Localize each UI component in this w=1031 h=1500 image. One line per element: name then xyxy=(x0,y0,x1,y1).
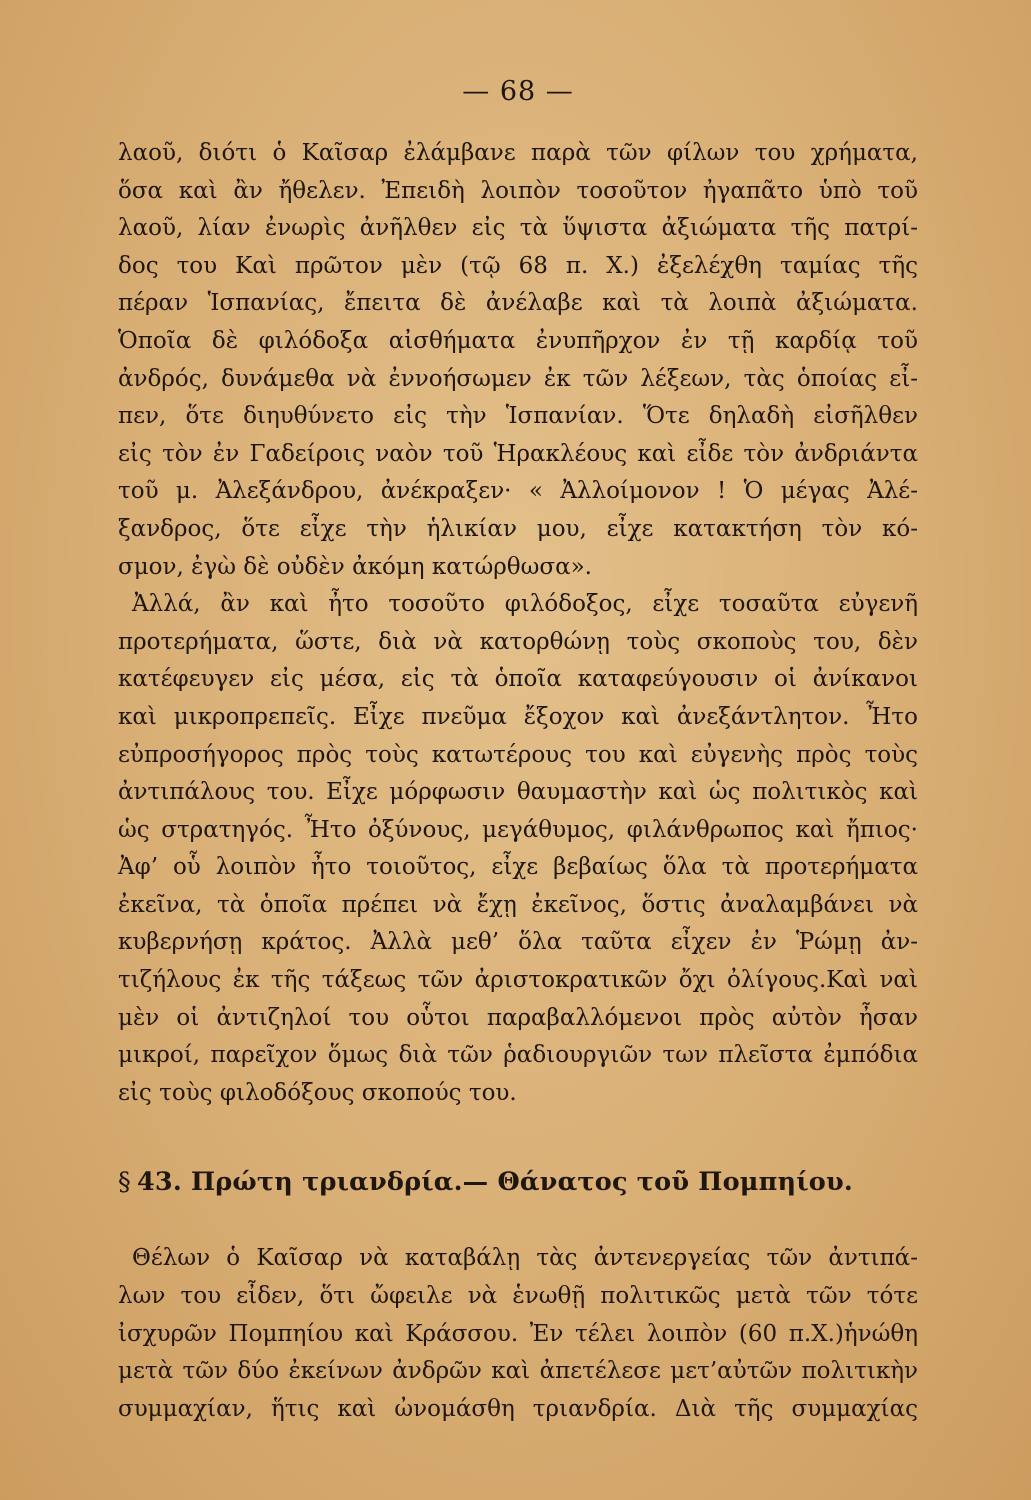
text-line: ἐκεῖνα, τὰ ὁποῖα πρέπει νὰ ἔχῃ ἐκεῖνος, ὅστις ἀναλαμβάνει νὰ xyxy=(118,891,918,918)
page-number: — 68 — xyxy=(462,76,574,107)
section-title: 43. Πρώτη τριανδρία.— Θάνατος τοῦ Πομπηίου. xyxy=(136,1167,853,1198)
text-line: Ἀλλά, ἂν καὶ ἦτο τοσοῦτο φιλόδοξος, εἶχε τοσαῦτα εὐγενῆ xyxy=(132,591,918,618)
text-line: συμμαχίαν, ἥτις καὶ ὠνομάσθη τριανδρία. Διὰ τῆς συμμαχίας xyxy=(118,1395,918,1422)
text-line: ἰσχυρῶν Πομπηίου καὶ Κράσσου. Ἐν τέλει λοιπὸν (60 π.Χ.)ἡνώθη xyxy=(118,1320,918,1347)
text-line: λαοῦ, λίαν ἐνωρὶς ἀνῆλθεν εἰς τὰ ὕψιστα ἀξιώματα τῆς πατρί- xyxy=(118,215,918,242)
text-line: ὅσα καὶ ἂν ἤθελεν. Ἐπειδὴ λοιπὸν τοσοῦτον ἠγαπᾶτο ὑπὸ τοῦ xyxy=(118,177,918,204)
text-line: τιζήλους ἐκ τῆς τάξεως τῶν ἀριστοκρατικῶν ὄχι ὀλίγους.Καὶ ναὶ xyxy=(118,967,918,994)
text-line: Θέλων ὁ Καῖσαρ νὰ καταβάλῃ τὰς ἀντενεργείας τῶν ἀντιπά- xyxy=(132,1245,918,1272)
text-line: εἰς τοὺς φιλοδόξους σκοπούς του. xyxy=(118,1079,517,1106)
text-line: πεν, ὅτε διηυθύνετο εἰς τὴν Ἱσπανίαν. Ὅτε δηλαδὴ εἰσῆλθεν xyxy=(118,403,918,430)
text-line: Ἀφ’ οὗ λοιπὸν ἦτο τοιοῦτος, εἶχε βεβαίως ὅλα τὰ προτερήματα xyxy=(118,854,918,881)
paragraph-3 xyxy=(118,1240,918,1428)
text-line: ἀνδρός, δυνάμεθα νὰ ἐννοήσωμεν ἐκ τῶν λέξεων, τὰς ὁποίας εἶ- xyxy=(118,365,918,392)
text-line: καὶ μικροπρεπεῖς. Εἶχε πνεῦμα ἔξοχον καὶ ἀνεξάντλητον. Ἦτο xyxy=(118,703,918,730)
text-line: σμον, ἐγὼ δὲ οὐδὲν ἀκόμη κατώρθωσα». xyxy=(118,553,592,580)
text-line: λων του εἶδεν, ὅτι ὤφειλε νὰ ἑνωθῇ πολιτικῶς μετὰ τῶν τότε xyxy=(118,1283,918,1310)
text-line: τοῦ μ. Ἀλεξάνδρου, ἀνέκραξεν· « Ἀλλοίμονον ! Ὁ μέγας Ἀλέ- xyxy=(118,478,918,505)
text-line: μὲν οἱ ἀντιζηλοί του οὗτοι παραβαλλόμενοι πρὸς αὐτὸν ἦσαν xyxy=(118,1004,918,1031)
paragraph-2 xyxy=(118,586,918,1112)
paragraph-1 xyxy=(118,135,918,586)
text-line: κυβερνήσῃ κράτος. Ἀλλὰ μεθ’ ὅλα ταῦτα εἶχεν ἐν Ῥώμῃ ἀν- xyxy=(118,929,918,956)
text-line: εὐπροσήγορος πρὸς τοὺς κατωτέρους του καὶ εὐγενὴς πρὸς τοὺς xyxy=(118,741,918,768)
text-line: πέραν Ἱσπανίας, ἔπειτα δὲ ἀνέλαβε καὶ τὰ λοιπὰ ἀξιώματα. xyxy=(118,290,918,317)
text-line: μετὰ τῶν δύο ἐκείνων ἀνδρῶν καὶ ἀπετέλεσε μετ’αὐτῶν πολιτικὴν xyxy=(118,1358,918,1385)
text-line: κατέφευγεν εἰς μέσα, εἰς τὰ ὁποῖα καταφεύγουσιν οἱ ἀνίκανοι xyxy=(118,666,918,693)
text-line: ὡς στρατηγός. Ἦτο ὀξύνους, μεγάθυμος, φιλάνθρωπος καὶ ἤπιος· xyxy=(118,816,918,843)
text-line: δος του Καὶ πρῶτον μὲν (τῷ 68 π. Χ.) ἐξελέχθη ταμίας τῆς xyxy=(118,252,918,279)
section-heading xyxy=(118,1162,918,1202)
text-line: μικροί, παρεῖχον ὅμως διὰ τῶν ῥαδιουργιῶν των πλεῖστα ἐμπόδια xyxy=(118,1042,918,1069)
text-line: εἰς τὸν ἐν Γαδείροις ναὸν τοῦ Ἡρακλέους καὶ εἶδε τὸν ἀνδριάντα xyxy=(118,440,918,467)
text-line: λαοῦ, διότι ὁ Καῖσαρ ἐλάμβανε παρὰ τῶν φίλων του χρήματα, xyxy=(118,140,918,166)
text-line: προτερήματα, ὥστε, διὰ νὰ κατορθώνῃ τοὺς σκοποὺς του, δὲν xyxy=(118,628,918,655)
book-page xyxy=(118,75,918,1475)
text-line: ἀντιπάλους του. Εἶχε μόρφωσιν θαυμαστὴν καὶ ὡς πολιτικὸς καὶ xyxy=(118,779,918,806)
text-line: ξανδρος, ὅτε εἶχε τὴν ἡλικίαν μου, εἶχε κατακτήση τὸν κό- xyxy=(118,515,918,542)
section-sign: § xyxy=(118,1167,131,1198)
text-line: Ὁποῖα δὲ φιλόδοξα αἰσθήματα ἐνυπῆρχον ἐν τῇ καρδίᾳ τοῦ xyxy=(118,327,918,354)
